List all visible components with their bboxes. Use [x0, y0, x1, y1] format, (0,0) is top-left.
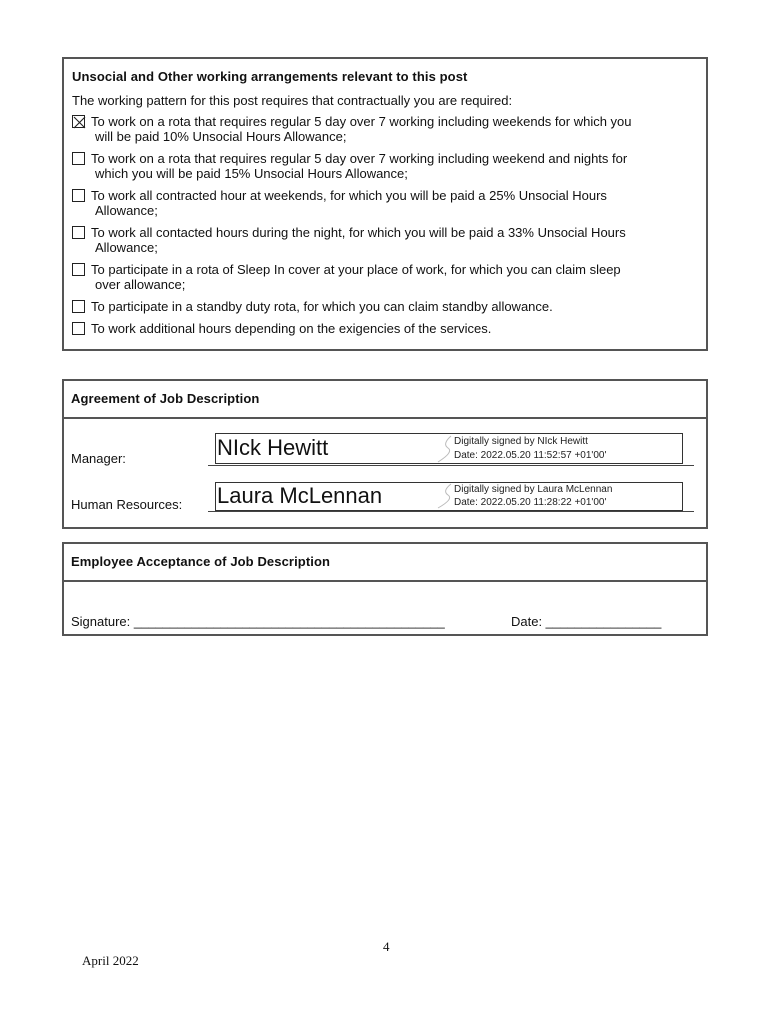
arrangement-item-line1: To work on a rota that requires regular 5 day over 7 working including weekends for which you — [91, 114, 632, 129]
checkbox[interactable] — [72, 263, 85, 276]
unsocial-arrangements-section — [62, 57, 708, 351]
checked-checkbox[interactable] — [72, 115, 85, 128]
unsocial-intro: The working pattern for this post requires that contractually you are required: — [72, 93, 513, 108]
employee-acceptance-section — [62, 542, 708, 636]
arrangement-list — [72, 114, 698, 336]
arrangement-item-text — [91, 225, 698, 255]
agreement-title: Agreement of Job Description — [71, 391, 260, 406]
unsocial-section-title: Unsocial and Other working arrangements relevant to this post — [72, 69, 468, 84]
signature-seal-icon — [434, 483, 454, 509]
hr-signature-line — [208, 511, 694, 512]
acceptance-title: Employee Acceptance of Job Description — [71, 554, 331, 569]
arrangement-item-text — [91, 114, 698, 144]
arrangement-item — [72, 151, 698, 181]
arrangement-item-line2: over allowance; — [95, 277, 186, 292]
acceptance-header — [64, 544, 706, 582]
arrangement-item — [72, 225, 698, 255]
footer-date: April 2022 — [82, 953, 139, 968]
arrangement-item-line2: will be paid 10% Unsocial Hours Allowance; — [95, 129, 347, 144]
agreement-header — [64, 381, 706, 419]
arrangement-item-line1: To work all contracted hour at weekends, for which you will be paid a 25% Unsocial Hours — [91, 188, 607, 203]
agreement-section — [62, 379, 708, 529]
arrangement-item — [72, 114, 698, 144]
arrangement-item-text — [91, 262, 698, 292]
date-field[interactable]: Date: ________________ — [511, 614, 662, 629]
checkbox[interactable] — [72, 189, 85, 202]
signature-field[interactable]: Signature: ___________________________________________ — [71, 614, 445, 629]
arrangement-item-line1: To work on a rota that requires regular 5 day over 7 working including weekend and nights for — [91, 151, 628, 166]
checkbox[interactable] — [72, 300, 85, 313]
arrangement-item — [72, 321, 698, 336]
arrangement-item-line2: Allowance; — [95, 240, 158, 255]
signature-seal-icon — [434, 435, 454, 463]
arrangement-item-text — [91, 299, 698, 314]
checkmark-x-icon — [73, 116, 86, 129]
arrangement-item — [72, 299, 698, 314]
arrangement-item — [72, 262, 698, 292]
arrangement-item-text — [91, 188, 698, 218]
arrangement-item-line1: To participate in a standby duty rota, for which you can claim standby allowance. — [91, 299, 553, 314]
arrangement-item-line2: which you will be paid 15% Unsocial Hours Allowance; — [95, 166, 408, 181]
manager-signature-name: NIck Hewitt — [217, 435, 329, 460]
page-number: 4 — [383, 939, 390, 954]
checkbox[interactable] — [72, 226, 85, 239]
hr-signature-signer: Digitally signed by Laura McLennan — [454, 484, 613, 495]
manager-signature-signer: Digitally signed by NIck Hewitt — [454, 436, 588, 447]
arrangement-item-line2: Allowance; — [95, 203, 158, 218]
arrangement-item — [72, 188, 698, 218]
hr-label: Human Resources: — [71, 497, 183, 512]
arrangement-item-line1: To work additional hours depending on the exigencies of the services. — [91, 321, 492, 336]
manager-signature-line — [208, 465, 694, 466]
checkbox[interactable] — [72, 152, 85, 165]
hr-signature-name: Laura McLennan — [217, 483, 383, 508]
manager-label: Manager: — [71, 451, 126, 466]
manager-signature-date: Date: 2022.05.20 11:52:57 +01'00' — [454, 450, 607, 461]
arrangement-item-line1: To work all contacted hours during the night, for which you will be paid a 33% Unsocial Hours — [91, 225, 626, 240]
arrangement-item-line1: To participate in a rota of Sleep In cover at your place of work, for which you can claim sleep — [91, 262, 621, 277]
checkbox[interactable] — [72, 322, 85, 335]
arrangement-item-text — [91, 151, 698, 181]
arrangement-item-text — [91, 321, 698, 336]
hr-signature-date: Date: 2022.05.20 11:28:22 +01'00' — [454, 497, 607, 508]
